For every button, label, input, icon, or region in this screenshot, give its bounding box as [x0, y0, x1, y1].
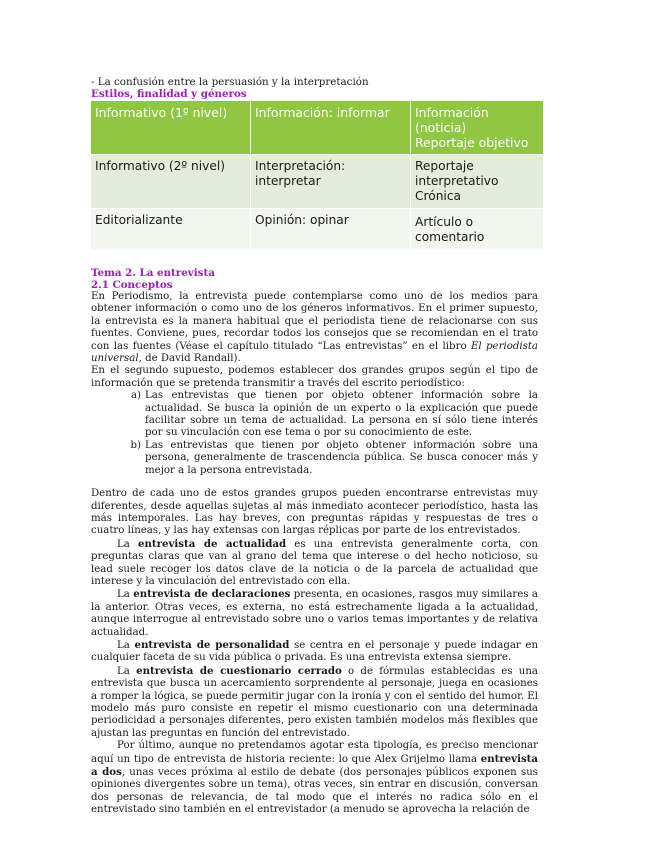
paragraph-text: La — [117, 665, 137, 677]
cell-line: Información (noticia) — [415, 105, 489, 135]
term: entrevista de personalidad — [134, 638, 290, 651]
genres-table — [91, 101, 543, 249]
paragraph-text: La — [117, 538, 139, 550]
table-cell: Opinión: opinar — [251, 209, 411, 250]
paragraph-text: , unas veces próxima al estilo de debate (dos personajes públicos exponen sus opiniones divergentes sobre un tema), otras veces, sin entrar en discusión, conversan dos personas de relevancia, de tal modo que el interés no radica sólo en el entrevistado sino también en el entrevistador (a menudo se aprovecha la relación de — [91, 767, 538, 816]
paragraph-text: o de fórmulas establecidas es una entrevista que busca un acercamiento sorprendente al personaje, juega en ocasiones a romper la lógica, se puede permitir jugar con la ironía y con el sentido del humor. El modelo más puro consiste en repetir el mismo cuestionario con una determinada periodicidad a personajes diferentes, pero existen también modelos más flexibles que ajustan las preguntas en función del entrevistado. — [91, 665, 538, 739]
term: entrevista de actualidad — [138, 537, 287, 550]
list-text: Las entrevistas que tienen por objeto obtener información sobre la actualidad. Se busca la opinión de un experto o la explicación que puede facilitar sobre un tema de actualidad. La persona en sí sólo tiene interés por su vinculación con ese tema o por su conocimiento de este. — [145, 390, 538, 439]
paragraph-text: En Periodismo, la entrevista puede contemplarse como uno de los medios para obtener información o como uno de los géneros informativos. En el primer supuesto, la entrevista es la manera habitual que el periodista tiene de relacionarse con sus fuentes. Conviene, pues, recordar todos los consejos que se recomiendan en el trato con las fuentes (Véase el capítulo titulado “Las entrevistas” en el libro — [91, 291, 538, 352]
cell-line: Reportaje interpretativo — [415, 159, 499, 188]
table-header-cell — [411, 101, 544, 155]
table-row — [91, 209, 543, 250]
list-item — [91, 440, 538, 477]
table-cell — [251, 155, 411, 209]
book-title: El periodista universal — [91, 340, 539, 365]
table-cell — [411, 155, 544, 209]
type-paragraph — [91, 538, 538, 589]
cell-line: Interpretación: — [255, 159, 346, 173]
cell-line: Crónica — [415, 189, 461, 203]
spacer — [91, 477, 538, 488]
paragraph-text: , de David Randall). — [138, 353, 241, 365]
intro-line: - La confusión entre la persuasión y la interpretación — [91, 76, 369, 88]
table-cell: Artículo o comentario — [411, 209, 544, 250]
list-marker: b) — [130, 439, 141, 451]
cell-line: interpretar — [255, 174, 321, 188]
type-paragraph — [91, 639, 538, 665]
list-marker: a) — [130, 390, 141, 402]
type-paragraph — [91, 588, 538, 639]
paragraph-text: presenta, en ocasiones, rasgos muy similares a la anterior. Otras veces, es externa, no está estrechamente ligada a la actualidad, aunque interrogue al entrevistado sobre uno o varios temas importantes y de relativa actualidad. — [91, 589, 539, 638]
paragraph-text: La — [117, 639, 135, 651]
section-title: Tema 2. La entrevista — [91, 267, 215, 279]
paragraph-3: Dentro de cada uno de estos grandes grupos pueden encontrarse entrevistas muy diferentes, desde aquellas sujetas al más inmediato acontecer periodístico, hasta las más intemporales. Las hay breves, con preguntas rápidas y respuestas de tres o cuatro líneas, y las hay extensas con largas réplicas por parte de los entrevistados. — [91, 488, 538, 537]
table-row — [91, 155, 543, 209]
table-cell: Informativo (2º nivel) — [91, 155, 251, 209]
list-item — [91, 390, 538, 440]
paragraph-text: Por último, aunque no pretendamos agotar esta tipología, es preciso mencionar aquí un tipo de entrevista de historia reciente: lo que Alex Grijelmo llama — [91, 740, 538, 765]
paragraph-1 — [91, 291, 538, 365]
list-text: Las entrevistas que tienen por objeto obtener información sobre una persona, generalmente de trascendencia pública. Se busca conocer más y mejor a la persona entrevistada. — [145, 439, 538, 476]
term: entrevista de declaraciones — [133, 588, 291, 601]
table-cell: Editorializante — [91, 209, 251, 250]
term: entrevista a dos — [91, 752, 538, 779]
table-header-cell: Información: informar — [251, 101, 411, 155]
table-header-row — [91, 101, 543, 155]
paragraph-text: se centra en el personaje y puede indagar en cualquier faceta de su vida pública o privada. Es una entrevista extensa siempre. — [91, 639, 539, 664]
cell-line: Reportaje objetivo — [415, 135, 529, 150]
paragraph-text: es una entrevista generalmente corta, con preguntas claras que van al grano del tema que interese o del hecho noticioso, su lead suele recoger los datos clave de la noticia o de la parcela de actualidad que interese y la vinculación del entrevistado con ella. — [91, 538, 538, 587]
paragraph-text: La — [117, 589, 134, 601]
table-header-cell: Informativo (1º nivel) — [91, 101, 251, 155]
term: entrevista de cuestionario cerrado — [136, 664, 342, 677]
table-title: Estilos, finalidad y géneros — [91, 88, 247, 100]
paragraph-2: En el segundo supuesto, podemos establecer dos grandes grupos según el tipo de información que se pretenda transmitir a través del escrito periodístico: — [91, 365, 538, 389]
document-page — [91, 76, 538, 817]
last-paragraph — [91, 740, 538, 816]
type-paragraph — [91, 665, 538, 740]
subsection-title: 2.1 Conceptos — [91, 279, 173, 291]
